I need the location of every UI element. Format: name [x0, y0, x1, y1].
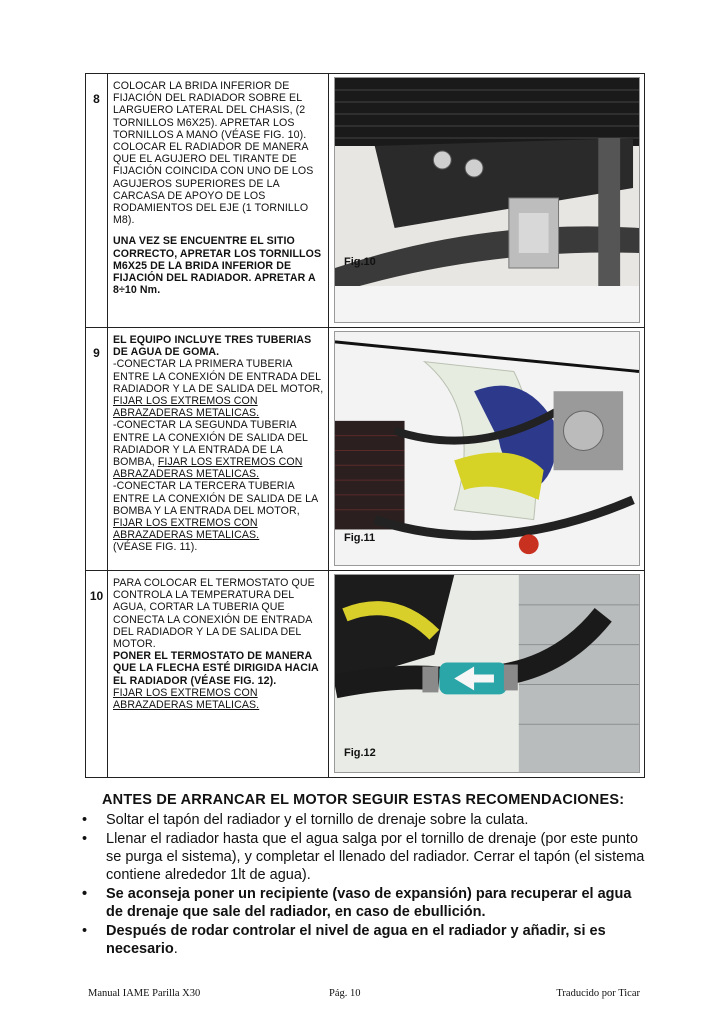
- figure-cell: [330, 571, 644, 777]
- bullet: •: [82, 812, 88, 828]
- figure-12-photo: [334, 574, 640, 773]
- figure-cell: [330, 328, 644, 570]
- footer-page-number: Pág. 10: [329, 988, 361, 999]
- step-paragraph: EL EQUIPO INCLUYE TRES TUBERIAS DE AGUA DE GOMA. -CONECTAR LA PRIMERA TUBERIA ENTRE LA CONEXIÓN DE ENTRADA DEL RADIADOR Y LA DE SALIDA DEL MOTOR, FIJAR LOS EXTREMOS CON ABRAZADERAS METALICAS. -CONECTAR LA SEGUNDA TUBERIA ENTRE LA CONEXIÓN DE SALIDA DEL RADIADOR Y LA ENTRADA DE LA BOMBA, FIJAR LOS EXTREMOS CON ABRAZADERAS METALICAS. -CONECTAR LA TERCERA TUBERIA ENTRE LA CONEXIÓN DE SALIDA DE LA BOMBA Y LA ENTRADA DEL MOTOR, FIJAR LOS EXTREMOS CON ABRAZADERAS METALICAS. (VÉASE FIG. 11).: [113, 334, 324, 554]
- step-row-8: [86, 74, 644, 328]
- step-number: 9: [86, 328, 108, 570]
- recommendations-section: [82, 792, 652, 959]
- figure-label: Fig.10: [344, 256, 376, 268]
- figure-10-photo: [334, 77, 640, 323]
- step-text-cell: [109, 328, 329, 570]
- radiator-bracket-illustration: [335, 78, 639, 322]
- instructions-table: [85, 73, 645, 778]
- figure-11-photo: [334, 331, 640, 566]
- step-row-9: [86, 328, 644, 571]
- footer-right: Traducido por Ticar: [556, 988, 640, 999]
- step-number: 10: [86, 571, 108, 777]
- step-number: 8: [86, 74, 108, 327]
- bullet: •: [82, 831, 88, 847]
- step-row-10: [86, 571, 644, 777]
- recommendation-item: • Se aconseja poner un recipiente (vaso de expansión) para recuperar el agua de drenaje que sale del radiador, en caso de ebullición.: [82, 886, 632, 920]
- step-text-cell: [109, 571, 329, 777]
- bullet: •: [82, 886, 88, 902]
- footer-left: Manual IAME Parilla X30: [88, 988, 201, 999]
- figure-label: Fig.12: [344, 747, 376, 759]
- recommendation-item: • Después de rodar controlar el nivel de agua en el radiador y añadir, si es necesario.: [82, 923, 606, 957]
- thermostat-illustration: [335, 575, 639, 772]
- figure-cell: [330, 74, 644, 327]
- figure-label: Fig.11: [344, 532, 376, 544]
- step-paragraph: PARA COLOCAR EL TERMOSTATO QUE CONTROLA LA TEMPERATURA DEL AGUA, CORTAR LA TUBERIA QUE CONECTA LA CONEXIÓN DE ENTRADA DEL RADIADOR Y LA DE SALIDA DEL MOTOR. PONER EL TERMOSTATO DE MANERA QUE LA FLECHA ESTÉ DIRIGIDA HACIA EL RADIADOR (VÉASE FIG. 12). FIJAR LOS EXTREMOS CON ABRAZADERAS METALICAS.: [113, 577, 319, 712]
- recommendation-item: • Llenar el radiador hasta que el agua salga por el tornillo de drenaje (por este punto se purga el sistema), y completar el llenado del radiador. Cerrar el tapón (el sistema contiene alrededor 1lt de agua).: [82, 831, 645, 883]
- step-paragraph: COLOCAR LA BRIDA INFERIOR DE FIJACIÓN DEL RADIADOR SOBRE EL LARGUERO LATERAL DEL CHASIS, (2 TORNILLOS M6X25). APRETAR LOS TORNILLOS A MANO (VÉASE FIG. 10). COLOCAR EL RADIADOR DE MANERA QUE EL AGUJERO DEL TIRANTE DE FIJACIÓN COINCIDA CON UNO DE LOS AGUJEROS SUPERIORES DE LA CARCASA DE APOYO DE LOS RODAMIENTOS DEL EJE (1 TORNILLO M8).: [113, 80, 314, 227]
- recommendation-item: • Soltar el tapón del radiador y el tornillo de drenaje sobre la culata.: [82, 812, 529, 828]
- water-hoses-illustration: [335, 332, 639, 565]
- step-text-cell: [109, 74, 329, 327]
- step-paragraph-bold: UNA VEZ SE ENCUENTRE EL SITIO CORRECTO, APRETAR LOS TORNILLOS M6X25 DE LA BRIDA INFERIOR DE FIJACIÓN DEL RADIADOR. APRETAR A 8÷10 Nm.: [113, 235, 322, 297]
- bullet: •: [82, 923, 88, 939]
- recommendations-title: ANTES DE ARRANCAR EL MOTOR SEGUIR ESTAS RECOMENDACIONES:: [102, 792, 625, 808]
